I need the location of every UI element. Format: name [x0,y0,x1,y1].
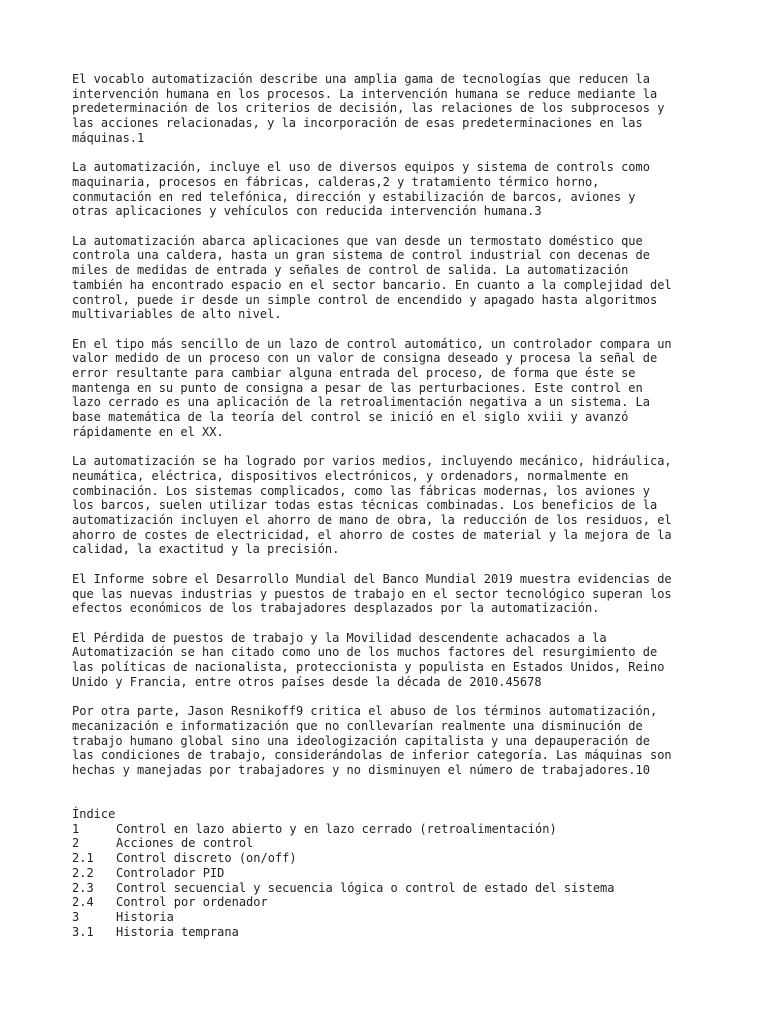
toc-item-label: Historia temprana [116,924,239,939]
paragraph-3: La automatización abarca aplicaciones que van desde un termostato doméstico que controla una caldera, hasta un gran sistema de control industrial con decenas de miles de medidas de entrada y señales de control de salida. La automatización también ha encontrado espacio en el sector bancario. En cuanto a la complejidad del control, puede ir desde un simple control de encendido y apagado hasta algoritmos multivariables de alto nivel. [72,233,672,322]
toc-item-number: 1 [72,821,80,836]
toc-title: Índice [72,807,116,822]
toc-item [72,822,702,837]
toc-item-number: 2.2 [72,865,94,880]
toc-item-number: 3 [72,909,80,924]
toc-item [72,851,702,866]
toc-item-label: Control secuencial y secuencia lógica o control de estado del sistema [116,880,615,895]
paragraph-5: La automatización se ha logrado por varios medios, incluyendo mecánico, hidráulica, neumática, eléctrica, dispositivos electrónicos, y ordenadors, normalmente en combinación. Los sistemas complicados, como las fábricas modernas, los aviones y los barcos, suelen utilizar todas estas técnicas combinadas. Los beneficios de la automatización incluyen el ahorro de mano de obra, la reducción de los residuos, el ahorro de costes de electricidad, el ahorro de costes de material y la mejora de la calidad, la exactitud y la precisión. [72,454,672,557]
toc-item-label: Control por ordenador [116,895,268,910]
toc-item-label: Historia [116,909,174,924]
toc-item [72,925,702,940]
document-page [72,72,702,939]
toc-item-number: 2.3 [72,880,94,895]
paragraph-2: La automatización, incluye el uso de diversos equipos y sistema de controls como maquinaria, procesos en fábricas, calderas,2 y tratamiento térmico horno, conmutación en red telefónica, dirección y estabilización de barcos, aviones y otras aplicaciones y vehículos con reducida intervención humana.3 [72,160,650,219]
toc-item [72,895,702,910]
toc-item [72,881,702,896]
toc-item [72,866,702,881]
toc-item-label: Control en lazo abierto y en lazo cerrado (retroalimentación) [116,821,557,836]
toc-item-number: 2.1 [72,851,94,866]
toc-item-number: 3.1 [72,924,94,939]
paragraph-8: Por otra parte, Jason Resnikoff9 critica el abuso de los términos automatización, mecanización e informatización que no conllevarían realmente una disminución de trabajo humano global sino una ideologización capitalista y una depauperación de las condiciones de trabajo, considerándolas de inferior categoría. Las máquinas son hechas y manejadas por trabajadores y no disminuyen el número de trabajadores.10 [72,704,672,777]
toc-item-label: Controlador PID [116,865,225,880]
toc-item [72,836,702,851]
toc-item-label: Control discreto (on/off) [116,851,297,866]
table-of-contents [72,807,702,939]
paragraph-4: En el tipo más sencillo de un lazo de control automático, un controlador compara un valor medido de un proceso con un valor de consigna deseado y procesa la señal de error resultante para cambiar alguna entrada del proceso, de forma que éste se mantenga en su punto de consigna a pesar de las perturbaciones. Este control en lazo cerrado es una aplicación de la retroalimentación negativa a un sistema. La base matemática de la teoría del control se inició en el siglo xviii y avanzó rápidamente en el XX. [72,336,672,439]
section-spacer [72,792,702,807]
paragraph-7: El Pérdida de puestos de trabajo y la Movilidad descendente achacados a la Automatización se han citado como uno de los muchos factores del resurgimiento de las políticas de nacionalista, proteccionista y populista en Estados Unidos, Reino Unido y Francia, entre otros países desde la década de 2010.45678 [72,630,665,689]
toc-item [72,910,702,925]
toc-item-number: 2.4 [72,895,94,910]
paragraph-1: El vocablo automatización describe una amplia gama de tecnologías que reducen la intervención humana en los procesos. La intervención humana se reduce mediante la predeterminación de los criterios de decisión, las relaciones de los subprocesos y las acciones relacionadas, y la incorporación de esas predeterminaciones en las máquinas.1 [72,72,665,145]
paragraph-6: El Informe sobre el Desarrollo Mundial del Banco Mundial 2019 muestra evidencias de que las nuevas industrias y puestos de trabajo en el sector tecnológico superan los efectos económicos de los trabajadores desplazados por la automatización. [72,571,672,616]
toc-item-label: Acciones de control [116,836,254,851]
toc-item-number: 2 [72,836,80,851]
